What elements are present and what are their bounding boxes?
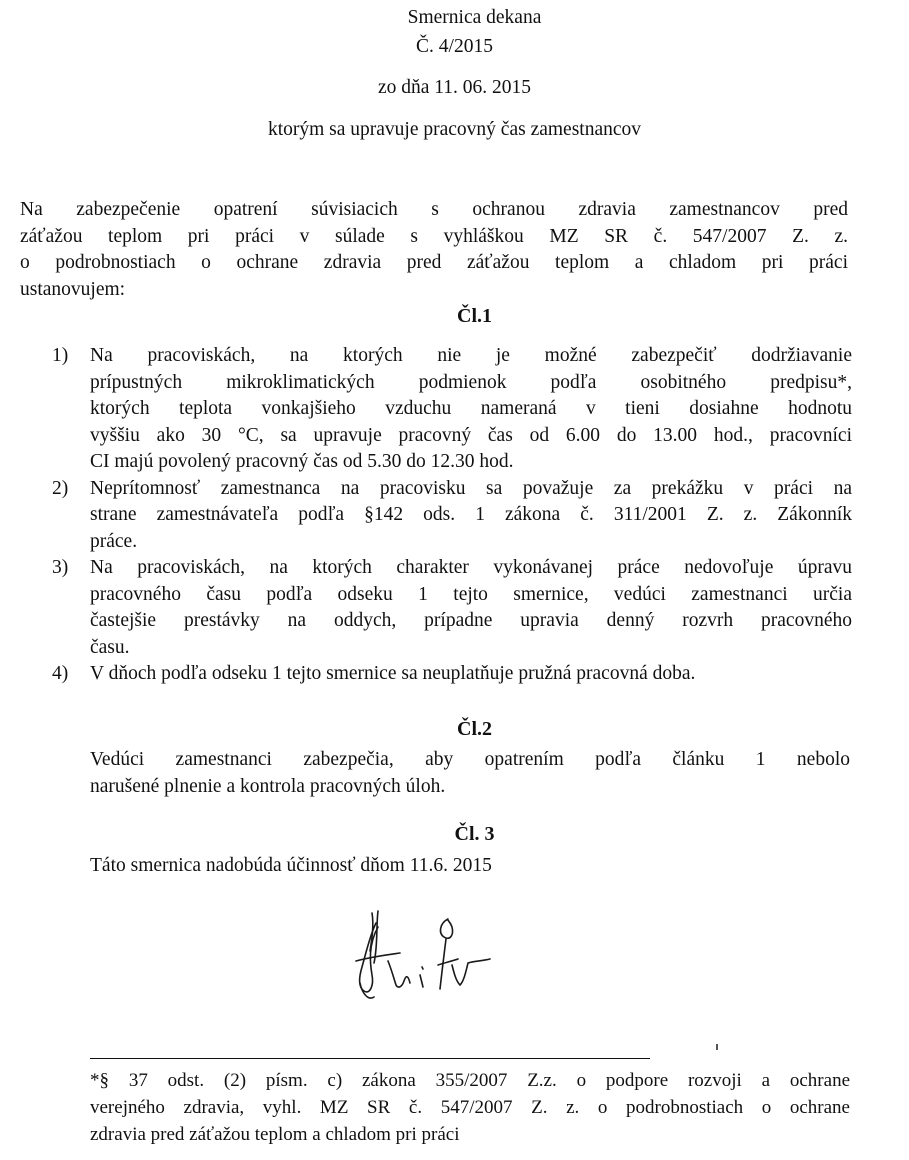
intro-line: ustanovujem:	[20, 278, 126, 300]
text-line: práce.	[90, 530, 138, 552]
text-line: V dňoch podľa odseku 1 tejto smernice sa neuplatňuje pružná pracovná doba.	[90, 663, 696, 684]
list-item	[52, 343, 852, 476]
list-item-number: 1)	[52, 345, 69, 366]
list-item-number: 2)	[52, 477, 69, 499]
list-item-number: 4)	[52, 663, 69, 684]
list-item	[52, 661, 852, 688]
scan-artifact	[716, 1044, 718, 1050]
intro-paragraph	[20, 197, 848, 303]
text-line: Táto smernica nadobúda účinnosť dňom 11.6. 2015	[90, 855, 492, 876]
text-line: narušené plnenie a kontrola pracovných úloh.	[90, 775, 446, 797]
text-line: Neprítomnosť zamestnanca na pracovisku sa považuje za prekážku v práci na	[90, 477, 852, 499]
article-3-text	[90, 853, 850, 880]
article-1-title: Čl.1	[457, 305, 492, 327]
text-line: pracovného času podľa odseku 1 tejto smernice, vedúci zamestnanci určia	[90, 583, 852, 605]
text-line: ktorých teplota vonkajšieho vzduchu nameraná v tieni dosiahne hodnotu	[90, 398, 852, 419]
footnote	[90, 1067, 850, 1148]
footnote-line: *§ 37 odst. (2) písm. c) zákona 355/2007 Z.z. o podpore rozvoji a ochrane	[90, 1070, 850, 1091]
list-item-text	[90, 555, 852, 661]
text-line: času.	[90, 636, 130, 658]
text-line: Na pracoviskách, na ktorých nie je možné zabezpečiť dodržiavanie	[90, 345, 852, 366]
text-line: častejšie prestávky na oddych, prípadne upravia denný rozvrh pracovného	[90, 610, 852, 631]
document-date: zo dňa 11. 06. 2015	[377, 77, 532, 98]
list-item	[52, 476, 852, 556]
footnote-line: verejného zdravia, vyhl. MZ SR č. 547/2007 Z. z. o podrobnostiach o ochrane	[90, 1097, 850, 1118]
signature-icon	[348, 905, 508, 1010]
text-line: Na pracoviskách, na ktorých charakter vykonávanej práce nedovoľuje úpravu	[90, 557, 852, 578]
footnote-divider	[90, 1058, 650, 1059]
list-item-text	[90, 661, 852, 688]
footnote-line: zdravia pred záťažou teplom a chladom pri práci	[90, 1124, 460, 1145]
list-item-text	[90, 476, 852, 556]
intro-line: o podrobnostiach o ochrane zdravia pred záťažou teplom a chladom pri práci	[20, 252, 848, 273]
document-number: Č. 4/2015	[416, 36, 493, 57]
list-item-text	[90, 343, 852, 476]
text-line: prípustných mikroklimatických podmienok podľa osobitného predpisu*,	[90, 371, 852, 393]
text-line: vyššiu ako 30 °C, sa upravuje pracovný čas od 6.00 do 13.00 hod., pracovníci	[90, 424, 852, 446]
text-line: Vedúci zamestnanci zabezpečia, aby opatrením podľa článku 1 nebolo	[90, 749, 850, 770]
text-line: strane zamestnávateľa podľa §142 ods. 1 zákona č. 311/2001 Z. z. Zákonník	[90, 504, 852, 525]
article-2-title: Čl.2	[457, 718, 492, 740]
document-subject: ktorým sa upravuje pracovný čas zamestnancov	[267, 119, 642, 140]
article-3-title: Čl. 3	[454, 823, 495, 845]
intro-line: záťažou teplom pri práci v súlade s vyhláškou MZ SR č. 547/2007 Z. z.	[20, 225, 848, 247]
list-item	[52, 555, 852, 661]
intro-line: Na zabezpečenie opatrení súvisiacich s ochranou zdravia zamestnancov pred	[20, 199, 848, 220]
article-2-text	[90, 747, 850, 800]
list-item-number: 3)	[52, 557, 69, 578]
document-type: Smernica dekana	[407, 7, 542, 28]
article-1-list	[52, 343, 852, 688]
text-line: CI majú povolený pracovný čas od 5.30 do 12.30 hod.	[90, 451, 514, 472]
